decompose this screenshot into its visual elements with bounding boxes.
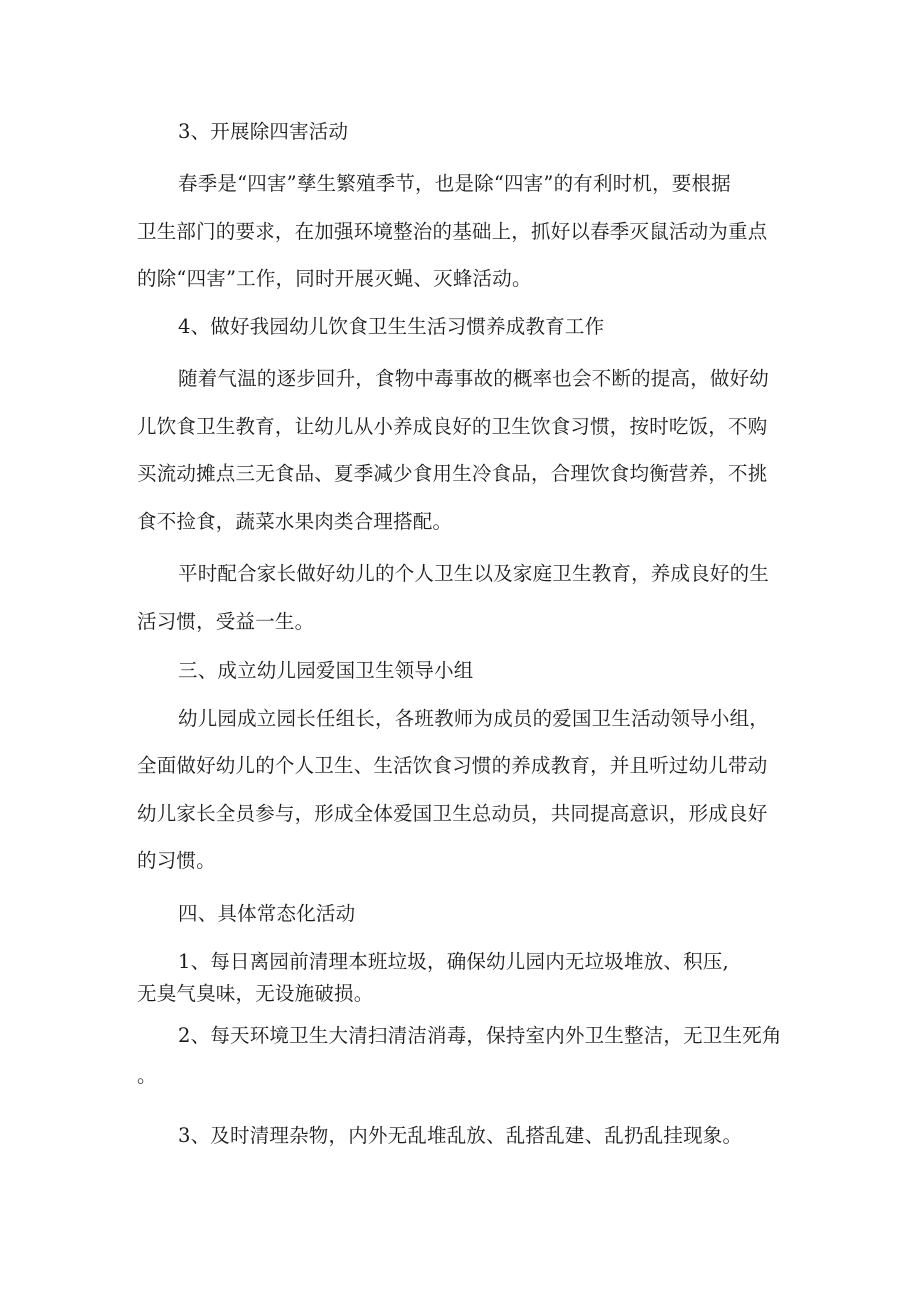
paragraph-line: 幼儿园成立园长任组长，各班教师为成员的爱国卫生活动领导小组， — [178, 707, 770, 730]
list-item-3: 3、及时清理杂物，内外无乱堆乱放、乱搭乱建、乱扔乱挂现象。 — [178, 1124, 743, 1147]
paragraph-line: 幼儿家长全员参与，形成全体爱国卫生总动员，共同提高意识，形成良好 — [137, 802, 768, 825]
paragraph-line: 买流动摊点三无食品、夏季减少食用生冷食品，合理饮食均衡营养，不挑 — [137, 462, 768, 485]
paragraph-line: 春季是“四害”孳生繁殖季节，也是除“四害”的有利时机，要根据 — [178, 172, 731, 195]
paragraph-line: 食不捡食，蔬菜水果肉类合理搭配。 — [137, 510, 453, 533]
heading-item-4: 4、做好我园幼儿饮食卫生生活习惯养成教育工作 — [178, 315, 605, 338]
list-item-1: 1、每日离园前清理本班垃圾，确保幼儿园内无垃圾堆放、积压, — [178, 950, 729, 973]
paragraph-line: 平时配合家长做好幼儿的个人卫生以及家庭卫生教育，养成良好的生 — [178, 562, 770, 585]
paragraph-line: 随着气温的逐步回升，食物中毒事故的概率也会不断的提高，做好幼 — [178, 367, 770, 390]
heading-item-3: 3、开展除四害活动 — [178, 120, 349, 143]
list-item-2-continuation: 。 — [137, 1064, 157, 1087]
paragraph-line: 的除“四害”工作，同时开展灭蝇、灭蜂活动。 — [137, 267, 532, 290]
paragraph-line: 的习惯。 — [137, 849, 216, 872]
paragraph-line: 儿饮食卫生教育，让幼儿从小养成良好的卫生饮食习惯，按时吃饭，不购 — [137, 415, 768, 438]
paragraph-line: 全面做好幼儿的个人卫生、生活饮食习惯的养成教育，并且听过幼儿带动 — [137, 754, 768, 777]
list-item-1-continuation: 无臭气臭味，无设施破损。 — [137, 982, 374, 1005]
section-heading-3: 三、成立幼儿园爱国卫生领导小组 — [178, 659, 474, 682]
paragraph-line: 卫生部门的要求，在加强环境整治的基础上，抓好以春季灭鼠活动为重点 — [137, 220, 768, 243]
list-item-2: 2、每天环境卫生大清扫清洁消毒，保持室内外卫生整洁，无卫生死角 — [178, 1024, 782, 1047]
section-heading-4: 四、具体常态化活动 — [178, 902, 356, 925]
paragraph-line: 活习惯，受益一生。 — [137, 610, 315, 633]
